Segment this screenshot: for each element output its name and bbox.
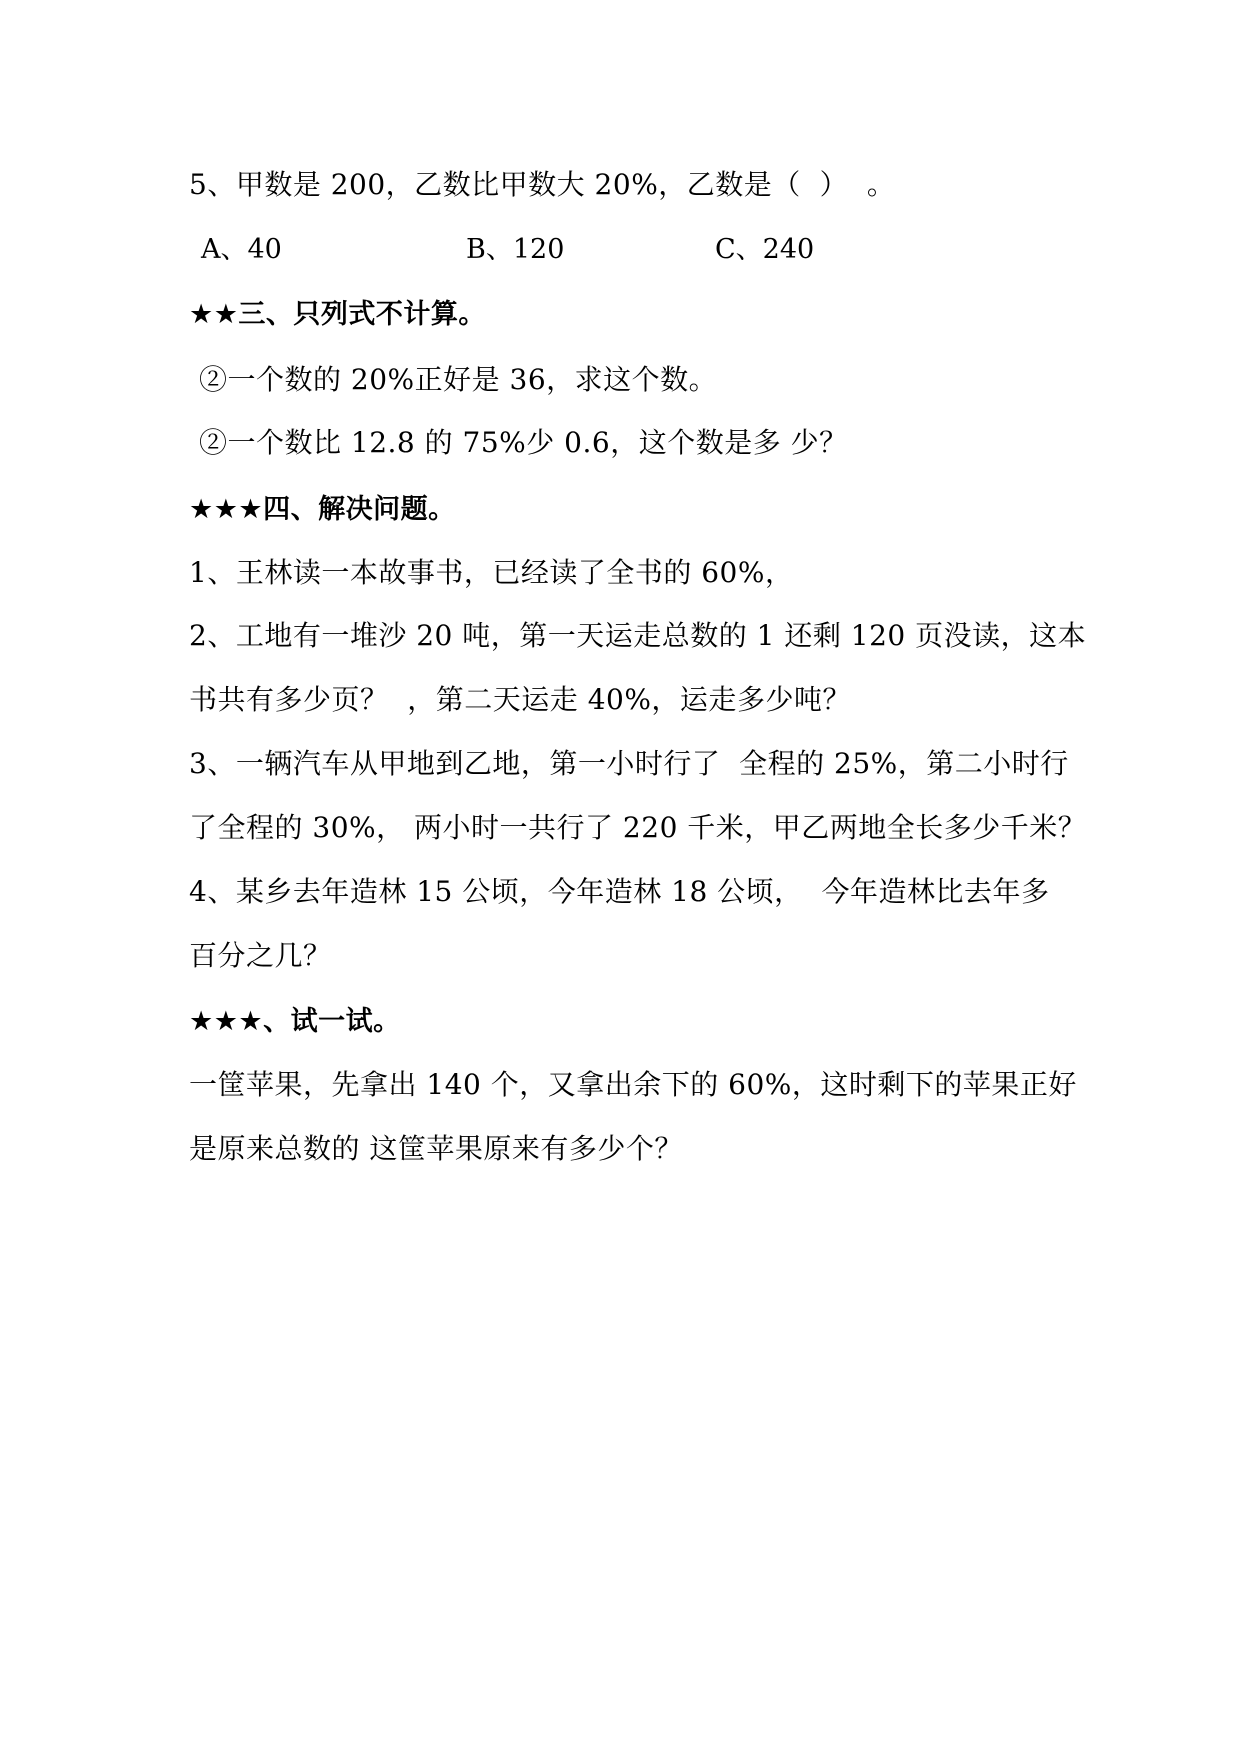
section-4-heading: ★★★四、解决问题。 (189, 494, 456, 525)
section-5-line-1: 一筐苹果，先拿出 140 个，又拿出余下的 60%，这时剩下的苹果正好 (189, 1068, 1077, 1101)
option-c: C、240 (715, 234, 815, 265)
question-5-options (0, 232, 1241, 272)
section-5-heading: ★★★、试一试。 (189, 1006, 401, 1037)
section-4-line-6: 4、某乡去年造林 15 公顷，今年造林 18 公顷， 今年造林比去年多 (189, 875, 1050, 908)
section-4-line-3: 书共有多少页？ ，第二天运走 40%，运走多少吨？ (189, 683, 851, 716)
section-3-heading: ★★三、只列式不计算。 (189, 299, 486, 330)
section-4-line-1: 1、王林读一本故事书，已经读了全书的 60%， (189, 556, 794, 589)
section-4-line-7: 百分之几？ (189, 939, 332, 972)
question-5-stem: 5、甲数是 200，乙数比甲数大 20%，乙数是（ ） 。 (189, 168, 896, 201)
section-3-item-2: ②一个数比 12.8 的 75%少 0.6，这个数是多 少？ (199, 426, 848, 459)
section-3-item-1: ②一个数的 20%正好是 36，求这个数。 (199, 363, 718, 396)
section-4-line-5: 了全程的 30%， 两小时一共行了 220 千米，甲乙两地全长多少千米？ (189, 811, 1087, 844)
section-5-line-2: 是原来总数的 这筐苹果原来有多少个？ (189, 1132, 683, 1165)
option-a: A、40 (201, 234, 282, 265)
option-b: B、120 (466, 234, 565, 265)
section-4-line-2: 2、工地有一堆沙 20 吨，第一天运走总数的 1 还剩 120 页没读，这本 (189, 619, 1087, 652)
section-4-line-4: 3、一辆汽车从甲地到乙地，第一小时行了 全程的 25%，第二小时行 (189, 747, 1069, 780)
